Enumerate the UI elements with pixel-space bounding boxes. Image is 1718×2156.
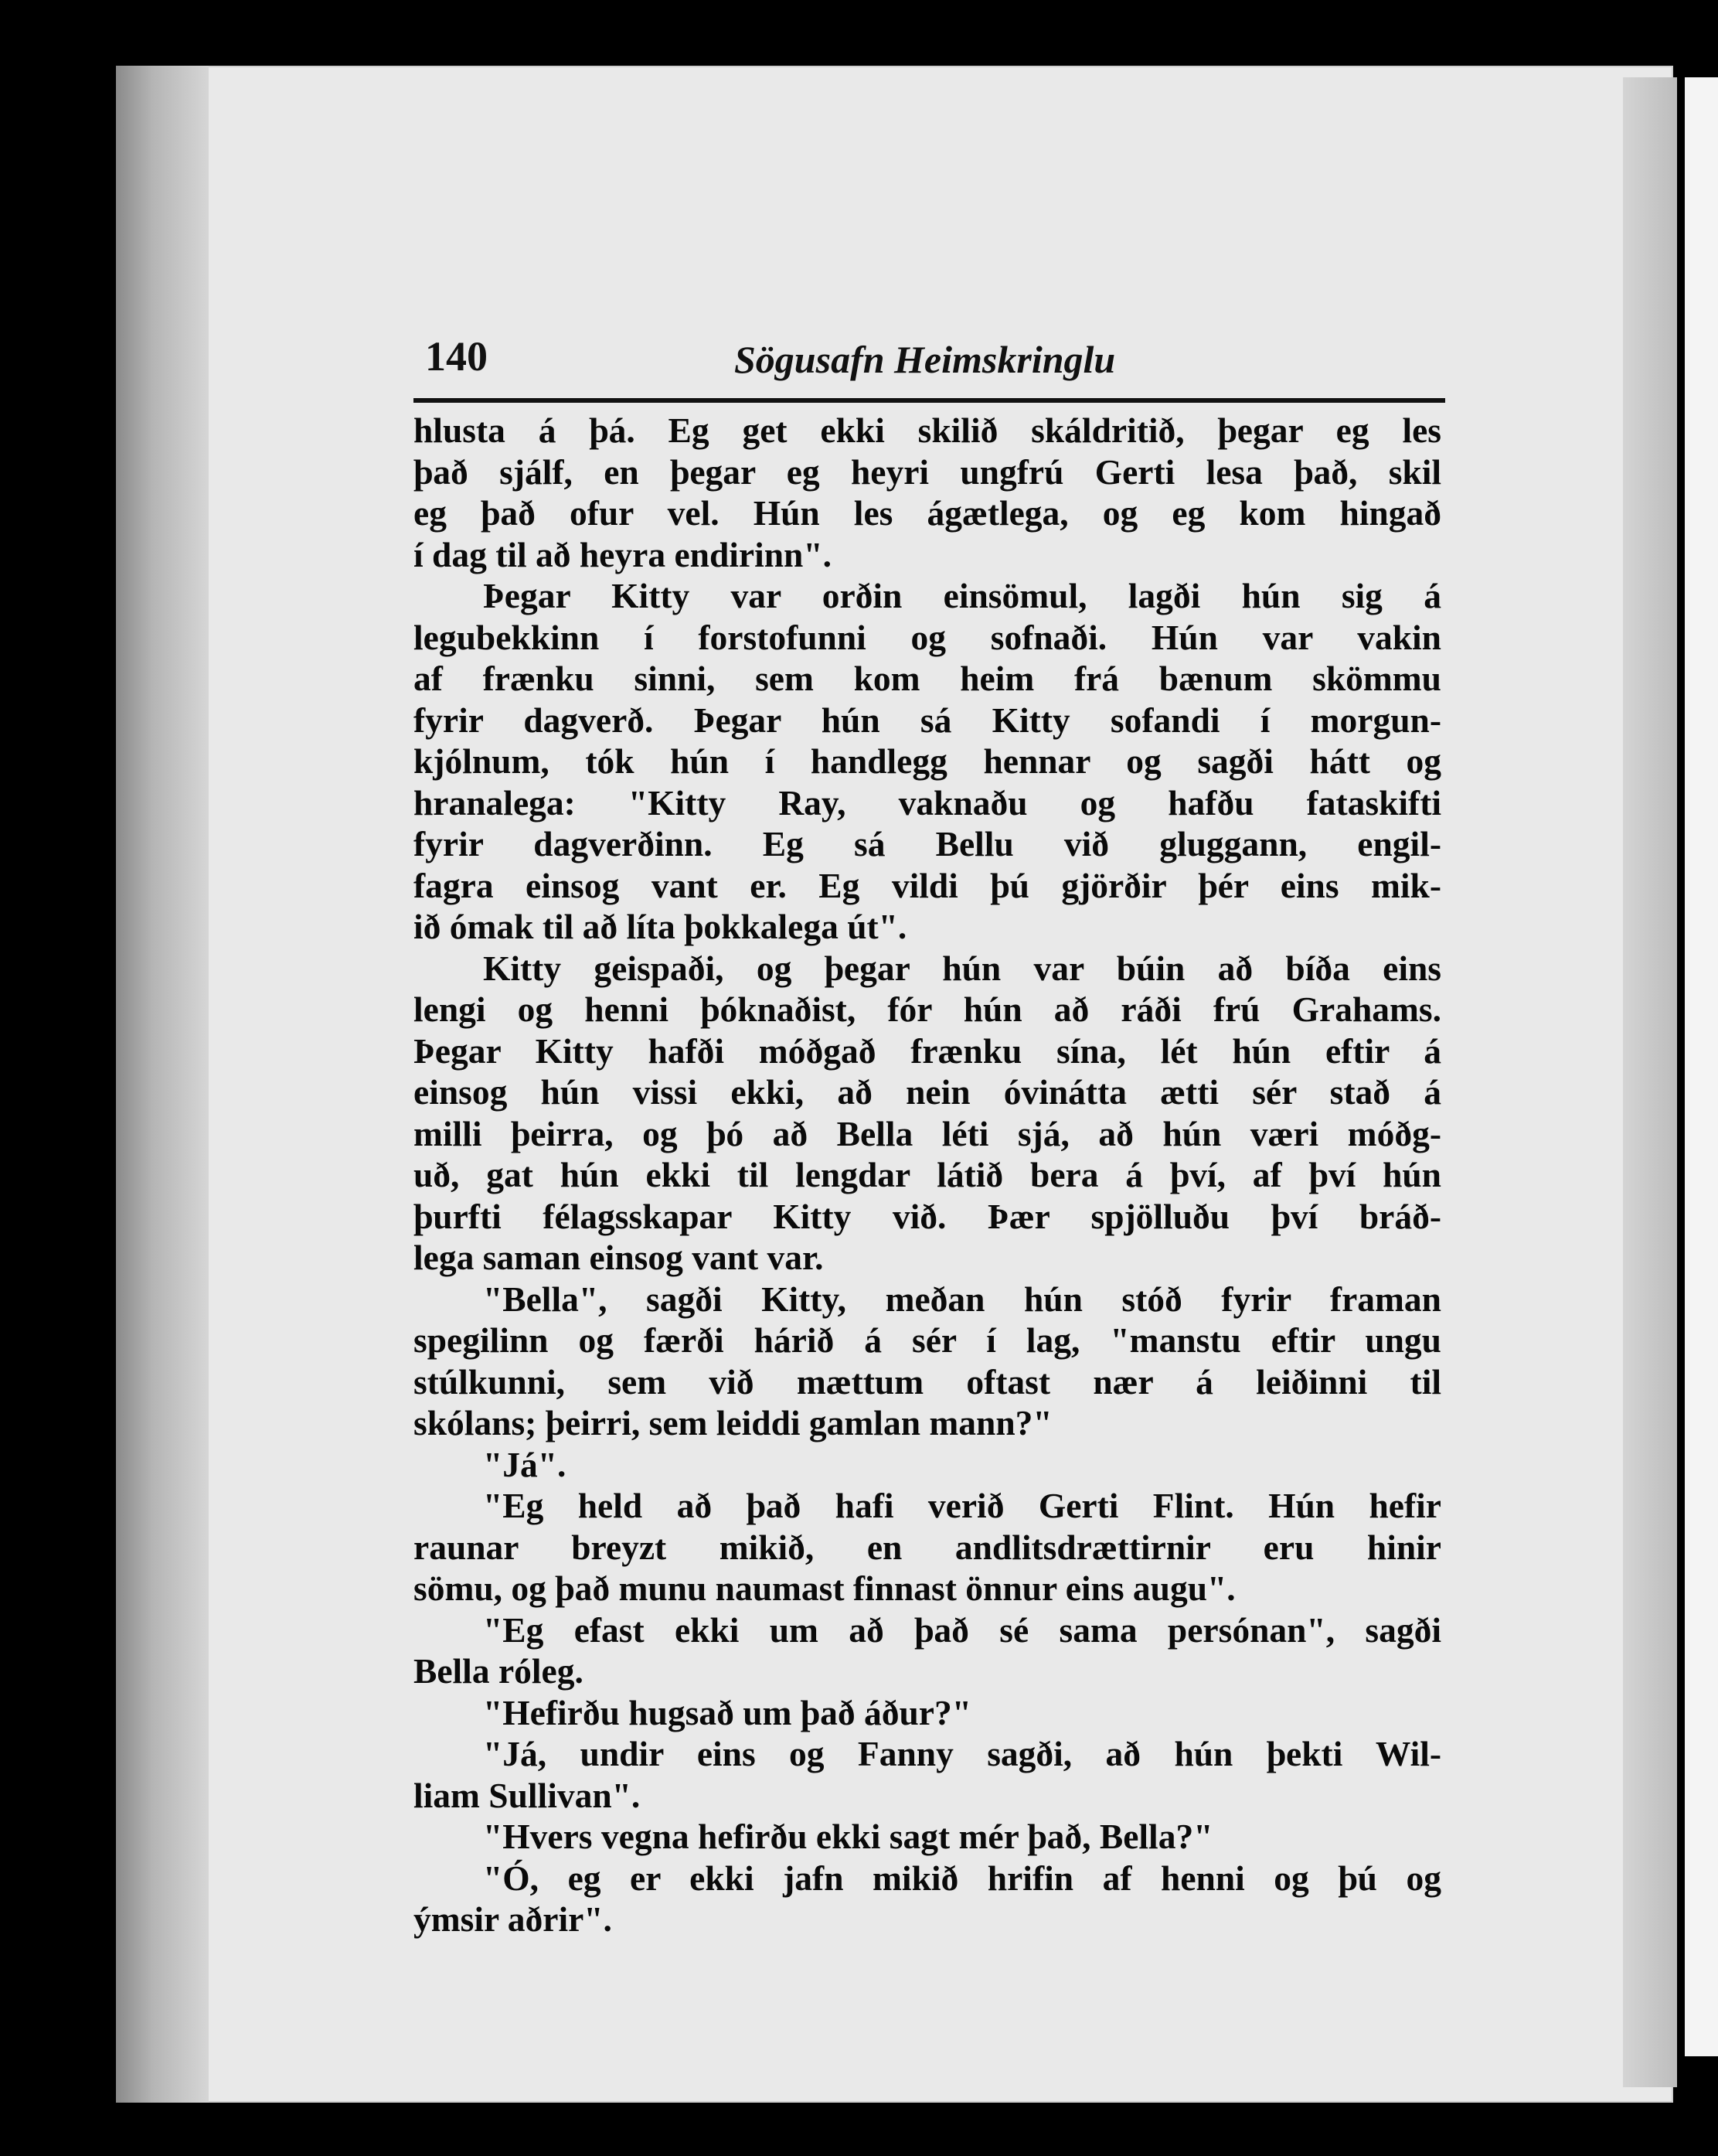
- paragraph: [413, 1609, 1441, 1692]
- book-spine-shadow: [116, 66, 209, 2103]
- page-header: [425, 332, 1445, 387]
- text-line: Bella róleg.: [413, 1651, 583, 1691]
- text-line: "Bella", sagði Kitty, meðan hún stóð fyrir framan: [483, 1279, 1441, 1319]
- running-title: Sögusafn Heimskringlu: [734, 338, 1116, 381]
- paragraph: [413, 1733, 1441, 1816]
- text-line: "Eg efast ekki um að það sé sama persónan", sagði: [483, 1609, 1441, 1650]
- text-line: lega saman einsog vant var.: [413, 1238, 824, 1277]
- text-line: hranalega: "Kitty Ray, vaknaðu og hafðu fataskifti: [413, 782, 1441, 823]
- paragraph: [413, 1858, 1441, 1940]
- paragraph: [413, 410, 1441, 575]
- paragraph: [413, 575, 1441, 948]
- text-line: ýmsir aðrir".: [413, 1899, 612, 1939]
- text-line: "Já".: [483, 1444, 566, 1484]
- text-line: skólans; þeirri, sem leiddi gamlan mann?": [413, 1403, 1053, 1442]
- text-line: í dag til að heyra endirinn".: [413, 534, 832, 574]
- text-line: uð, gat hún ekki til lengdar látið bera á því, af því hún: [413, 1155, 1441, 1194]
- text-line: liam Sullivan".: [413, 1775, 641, 1815]
- text-line: "Hvers vegna hefirðu ekki sagt mér það, Bella?": [483, 1817, 1213, 1856]
- paragraph: [413, 1485, 1441, 1609]
- facing-page-strip: [1685, 77, 1718, 2056]
- text-line: eg það ofur vel. Hún les ágætlega, og eg kom hingað: [413, 493, 1441, 533]
- body-text: [413, 410, 1441, 1940]
- text-line: Kitty geispaði, og þegar hún var búin að bíða eins: [483, 948, 1441, 988]
- text-line: raunar breyzt mikið, en andlitsdrættirnir eru hinir: [413, 1527, 1441, 1567]
- text-line: "Ó, eg er ekki jafn mikið hrifin af henni og þú og: [483, 1858, 1441, 1898]
- text-line: stúlkunni, sem við mættum oftast nær á leiðinni til: [413, 1361, 1441, 1402]
- text-line: fyrir dagverðinn. Eg sá Bellu við gluggann, engil-: [413, 824, 1441, 863]
- text-line: spegilinn og færði hárið á sér í lag, "manstu eftir ungu: [413, 1320, 1441, 1360]
- text-line: lengi og henni þóknaðist, fór hún að ráði frú Grahams.: [413, 989, 1441, 1029]
- text-line: þurfti félagsskapar Kitty við. Þær spjölluðu því bráð-: [413, 1196, 1441, 1236]
- text-line: Þegar Kitty hafði móðgað frænku sína, lét hún eftir á: [413, 1030, 1441, 1071]
- paragraph: [413, 1444, 1441, 1486]
- text-line: hlusta á þá. Eg get ekki skilið skáldritið, þegar eg les: [413, 410, 1441, 450]
- text-line: "Eg held að það hafi verið Gerti Flint. Hún hefir: [483, 1486, 1441, 1525]
- page-number: 140: [425, 333, 488, 380]
- paragraph: [413, 1279, 1441, 1444]
- text-line: legubekkinn í forstofunni og sofnaði. Hún var vakin: [413, 617, 1441, 657]
- text-line: fyrir dagverð. Þegar hún sá Kitty sofandi í morgun-: [413, 700, 1441, 740]
- paragraph: [413, 948, 1441, 1279]
- paragraph: [413, 1692, 1441, 1734]
- text-line: sömu, og það munu naumast finnast önnur eins augu".: [413, 1568, 1236, 1608]
- page-right-edge: [1623, 77, 1677, 2087]
- text-line: "Hefirðu hugsað um það áður?": [483, 1692, 971, 1732]
- text-line: milli þeirra, og þó að Bella léti sjá, að hún væri móðg-: [413, 1113, 1441, 1153]
- text-line: ið ómak til að líta þokkalega út".: [413, 907, 907, 946]
- text-line: einsog hún vissi ekki, að nein óvinátta ætti sér stað á: [413, 1072, 1441, 1112]
- paragraph: [413, 1816, 1441, 1858]
- text-line: Þegar Kitty var orðin einsömul, lagði hún sig á: [483, 576, 1441, 615]
- text-line: það sjálf, en þegar eg heyri ungfrú Gerti lesa það, skil: [413, 451, 1441, 492]
- header-rule: [413, 398, 1445, 403]
- text-line: "Já, undir eins og Fanny sagði, að hún þekti Wil-: [483, 1734, 1441, 1773]
- text-line: af frænku sinni, sem kom heim frá bænum skömmu: [413, 659, 1441, 698]
- text-line: kjólnum, tók hún í handlegg hennar og sagði hátt og: [413, 741, 1441, 781]
- text-line: fagra einsog vant er. Eg vildi þú gjörðir þér eins mik-: [413, 865, 1441, 905]
